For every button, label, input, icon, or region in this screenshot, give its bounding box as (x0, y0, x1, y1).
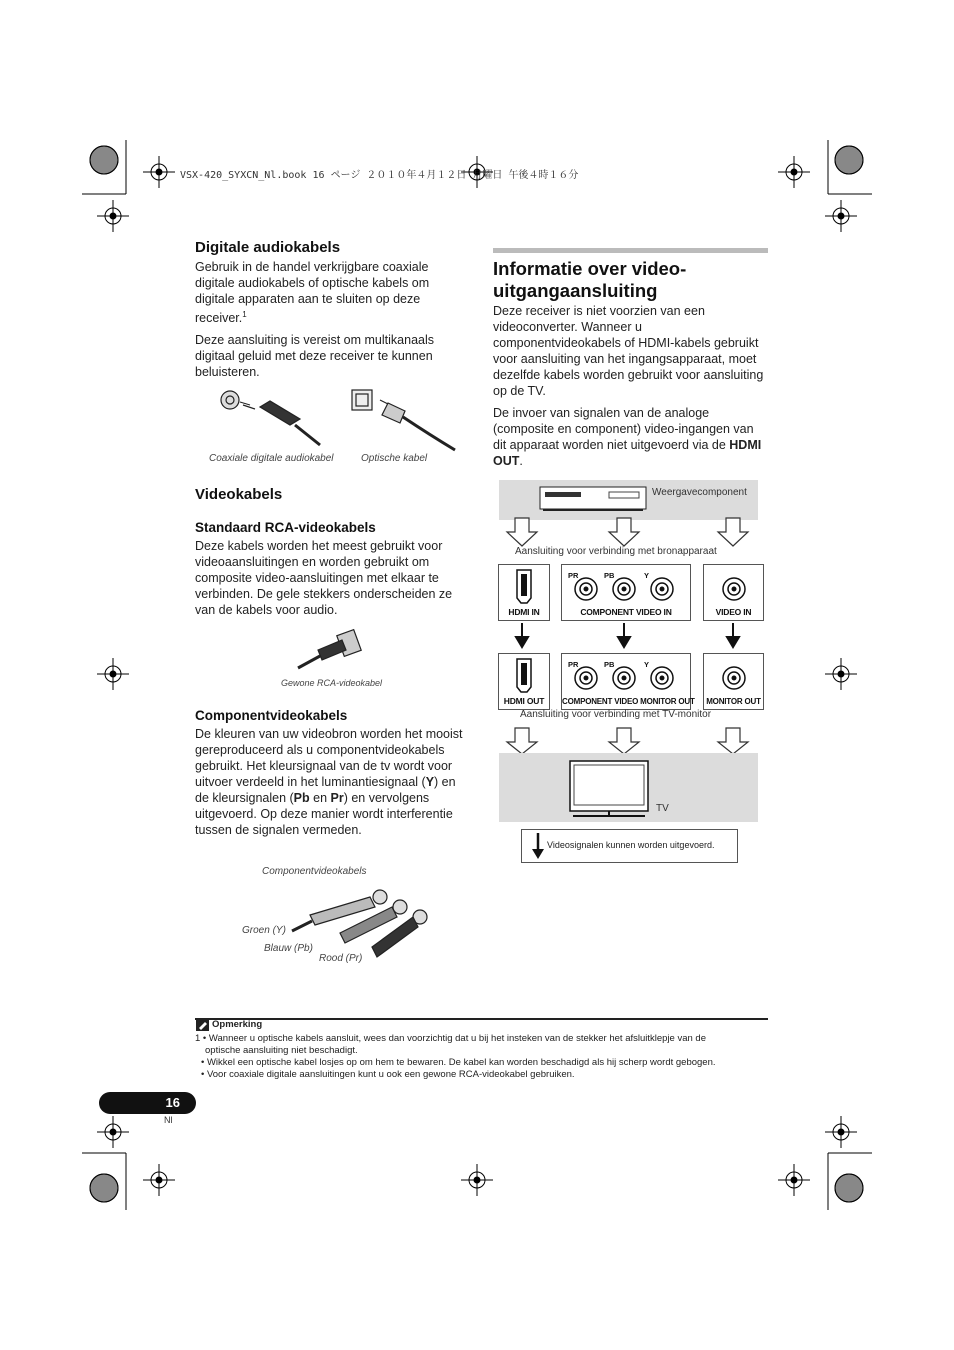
label-component-out: COMPONENT VIDEO MONITOR OUT (562, 697, 695, 706)
label-pr-out: PR (568, 660, 579, 669)
language-code: Nl (164, 1115, 173, 1125)
section-title-digital: Digitale audiokabels (195, 239, 341, 256)
note-rule (195, 1018, 768, 1020)
digital-cables-illustration (210, 385, 470, 455)
caption-rca: Gewone RCA-videokabel (281, 678, 383, 688)
caption-tv-connection: Aansluiting voor verbinding met TV-monitor (520, 709, 712, 720)
rca-text (195, 538, 470, 624)
hdmi-out-jack (498, 653, 550, 710)
rca-jacks-out-icon (562, 664, 690, 694)
subsection-title-rca: Standaard RCA-videokabels (195, 520, 376, 535)
label-pb-in: PB (604, 571, 615, 580)
right-text (493, 303, 768, 475)
footnote-ref: 1 (242, 310, 247, 319)
page-number-pill (99, 1092, 196, 1114)
label-pb-out: PB (604, 660, 615, 669)
digital-paragraph-1: Gebruik in de handel verkrijgbare coaxiale digitale audiokabels of optische kabels om digitale apparaten aan te sluiten op deze receiver. (195, 260, 430, 326)
component-text-c: ) en vervolgens uitgevoerd. Op deze manier wordt interferentie tussen de signalen vermeden. (195, 791, 453, 837)
rca-cable-illustration (290, 628, 370, 676)
note-item-1a: 1 • Wanneer u optische kabels aansluit, wees dan voorzichtig dat u bij het insteken van de stekker het afsluitklepje van de (195, 1033, 706, 1044)
label-tv: TV (656, 803, 669, 814)
player-icon (539, 486, 649, 514)
label-hdmi-in: HDMI IN (508, 607, 540, 617)
digital-text (195, 259, 470, 386)
label-pr-in: PR (568, 571, 579, 580)
component-en: en (309, 791, 331, 805)
note-title: Opmerking (212, 1019, 263, 1030)
page-number: 16 (165, 1095, 180, 1110)
component-pr: Pr (330, 791, 344, 805)
rca-jacks-in-icon (562, 575, 690, 605)
component-text-b: ) en de kleursignalen ( (195, 775, 456, 805)
component-pb: Pb (293, 791, 310, 805)
component-text-a: De kleuren van uw videobron worden het mooist gereproduceerd als u componentvideokabels gebruikt. Het kleursignaal van de tv wordt voor uitvoer verdeeld in het luminantiesignaal ( (195, 727, 463, 789)
note-item-2: • Wikkel een optische kabel losjes op om hem te bewaren. De kabel kan worden beschadigd als hij scherp wordt gebogen. (201, 1057, 716, 1068)
subsection-title-component: Componentvideokabels (195, 708, 348, 723)
note-icon (196, 1020, 210, 1032)
monitor-out-jack (703, 653, 764, 710)
component-out-jacks (561, 653, 695, 710)
digital-paragraph-2: Deze aansluiting is vereist om multikanaals digitaal geluid met deze receiver te kunnen beluisteren. (195, 333, 434, 380)
caption-green: Groen (Y) (242, 925, 286, 936)
right-paragraph-2c: . (519, 454, 523, 468)
section-title-video: Videokabels (195, 486, 283, 503)
hdmi-in-jack (498, 564, 550, 621)
right-paragraph-2a: De invoer van signalen van de analoge (composite en component) video-ingangen van dit apparaat worden niet uitgevoerd via de (493, 406, 754, 452)
caption-coaxial: Coaxiale digitale audiokabel (209, 453, 334, 464)
caption-red: Rood (Pr) (319, 953, 363, 964)
video-in-jack (703, 564, 764, 621)
label-hdmi-out: HDMI OUT (503, 696, 545, 706)
right-paragraph-1: Deze receiver is niet voorzien van een videoconverter. Wanneer u componentvideokabels of HDMI-kabels gebruikt voor aansluiting van het ingangsapparaat, moet dezelfde kabels worden gebruikt voor aansluiting op de TV. (493, 304, 764, 398)
note-item-3: • Voor coaxiale digitale aansluitingen kunt u ook een gewone RCA-videokabel gebruiken. (201, 1069, 575, 1080)
label-y-in: Y (644, 571, 650, 580)
note-item-1b: optische aansluiting niet beschadigt. (205, 1045, 358, 1056)
right-section-title: Informatie over video-uitgangaansluiting (493, 258, 687, 301)
label-video-in: VIDEO IN (715, 607, 752, 617)
component-text (195, 726, 470, 844)
legend-box (521, 829, 738, 863)
note-list (195, 1033, 768, 1081)
file-header: VSX-420_SYXCN_Nl.book 16 ページ ２０１０年４月１２日 月曜日 午後４時１６分 (180, 170, 579, 181)
component-in-jacks (561, 564, 691, 621)
tv-icon (569, 760, 651, 820)
rca-paragraph: Deze kabels worden het meest gebruikt voor videoaansluitingen en worden gebruikt om composite video-aansluitingen met elkaar te verbinden. De gele stekkers onderscheiden ze van de kabels voor audio. (195, 539, 453, 617)
label-y-out: Y (644, 660, 650, 669)
legend-text: Videosignalen kunnen worden uitgevoerd. (547, 840, 715, 850)
caption-blue: Blauw (Pb) (264, 943, 313, 954)
right-paragraph-2b: HDMI OUT (493, 438, 762, 468)
caption-source-connection: Aansluiting voor verbinding met bronapparaat (515, 546, 717, 557)
caption-component: Componentvideokabels (262, 866, 367, 877)
label-playback: Weergavecomponent (652, 487, 747, 498)
title-rule (493, 248, 768, 253)
component-y: Y (425, 775, 435, 789)
caption-optical: Optische kabel (361, 453, 428, 464)
legend-arrow-icon (530, 833, 546, 861)
label-component-in: COMPONENT VIDEO IN (580, 607, 672, 617)
label-monitor-out: MONITOR OUT (706, 697, 761, 706)
